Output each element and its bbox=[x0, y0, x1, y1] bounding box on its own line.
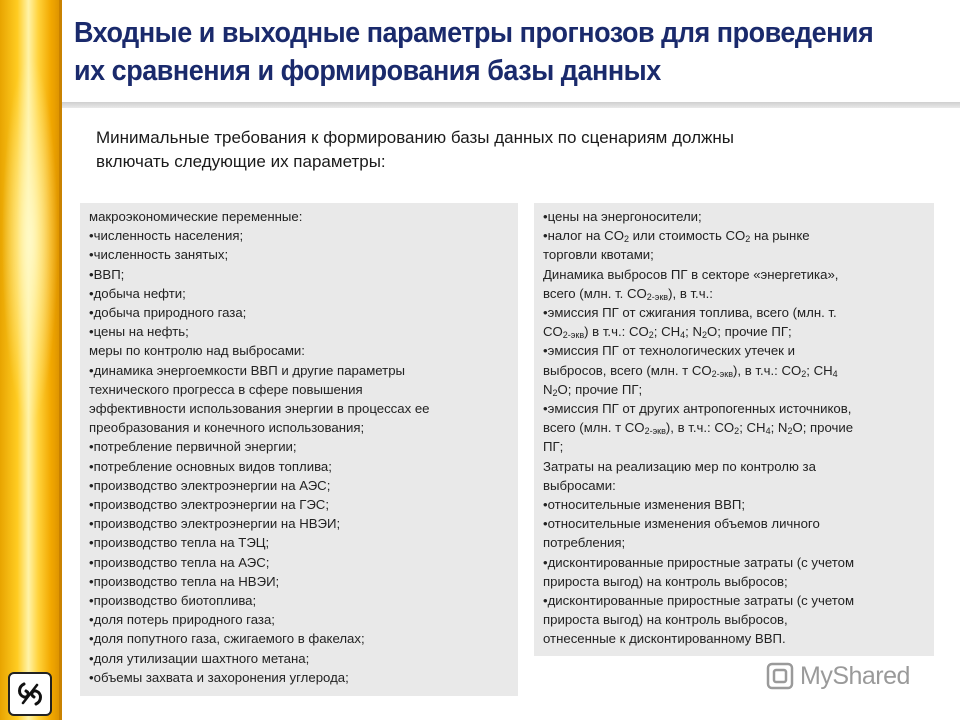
list-item: •эмиссия ПГ от других антропогенных источников, bbox=[543, 401, 852, 417]
list-item: •производство электроэнергии на НВЭИ; bbox=[89, 516, 341, 532]
list-item: •численность занятых; bbox=[89, 247, 229, 263]
list-item: •эмиссия ПГ от сжигания топлива, всего (млн. т. bbox=[543, 305, 837, 321]
list-item: •цены на энергоносители; bbox=[543, 209, 702, 224]
list-item: •производство тепла на ТЭЦ; bbox=[89, 535, 270, 551]
list-item: $CO_{2-экв}$) в т.ч.: $CO_2$; $CH_4$; $N_2O$; прочие ПГ; bbox=[543, 324, 792, 341]
myshared-watermark bbox=[766, 656, 946, 696]
list-item: •объемы захвата и захоронения углерода; bbox=[89, 669, 349, 685]
list-item: •доля попутного газа, сжигаемого в факелах; bbox=[89, 631, 365, 647]
list-item: всего (млн. т. $CO_{2-экв}$), в т.ч.: bbox=[543, 285, 713, 302]
list-item: •ВВП; bbox=[89, 266, 125, 282]
list-item: •потребление основных видов топлива; bbox=[89, 458, 332, 474]
list-item: •производство тепла на АЭС; bbox=[89, 554, 270, 570]
list-item: эффективности использования энергии в процессах ее bbox=[89, 401, 430, 417]
list-item: выбросами: bbox=[543, 477, 616, 493]
list-item: •производство биотоплива; bbox=[89, 593, 257, 609]
list-item: •эмиссия ПГ от технологических утечек и bbox=[543, 343, 795, 359]
list-item: $N_2O$; прочие ПГ; bbox=[543, 381, 643, 398]
logo-icon bbox=[15, 679, 45, 709]
list-item: •динамика энергоемкости ВВП и другие параметры bbox=[89, 362, 406, 378]
list-item: всего (млн. т $CO_{2-экв}$), в т.ч.: $CO_2$; $CH_4$; $N_2O$; прочие bbox=[543, 420, 854, 437]
list-item: •налог на $CO_2$ или стоимость $CO_2$ на рынке bbox=[543, 228, 810, 245]
list-item: •относительные изменения объемов личного bbox=[543, 516, 820, 532]
title-line-2: их сравнения и формирования базы данных bbox=[74, 55, 661, 87]
list-item: потребления; bbox=[543, 535, 626, 551]
list-item: Динамика выбросов ПГ в секторе «энергетика», bbox=[543, 266, 839, 282]
list-item: •численность населения; bbox=[89, 228, 244, 244]
list-item: •относительные изменения ВВП; bbox=[543, 497, 746, 513]
list-item: отнесенные к дисконтированному ВВП. bbox=[543, 631, 786, 647]
list-item: технического прогресса в сфере повышения bbox=[89, 381, 363, 397]
intro-line-2: включать следующие их параметры: bbox=[96, 152, 386, 171]
list-item: выбросов, всего (млн. т $CO_{2-экв}$), в т.ч.: $CO_2$; $CH_4$ bbox=[543, 362, 838, 379]
list-item: •дисконтированные приростные затраты (с учетом bbox=[543, 554, 855, 570]
list-item: торговли квотами; bbox=[543, 247, 654, 263]
right-parameters-panel bbox=[534, 203, 934, 656]
list-item: макроэкономические переменные: bbox=[89, 209, 303, 224]
list-item: •производство электроэнергии на АЭС; bbox=[89, 477, 331, 493]
intro-text bbox=[96, 126, 926, 174]
list-item: меры по контролю над выбросами: bbox=[89, 343, 305, 359]
list-item: •доля утилизации шахтного метана; bbox=[89, 650, 310, 666]
presentation-logo bbox=[8, 672, 52, 716]
list-item: Затраты на реализацию мер по контролю за bbox=[543, 458, 816, 474]
list-item: •добыча нефти; bbox=[89, 285, 186, 301]
list-item: •цены на нефть; bbox=[89, 324, 189, 340]
list-item: преобразования и конечного использования; bbox=[89, 420, 365, 436]
myshared-logo-icon bbox=[766, 662, 794, 690]
left-parameters-panel bbox=[80, 203, 518, 696]
list-item: •добыча природного газа; bbox=[89, 305, 247, 321]
list-item: ПГ; bbox=[543, 439, 564, 455]
list-item: прироста выгод) на контроль выбросов; bbox=[543, 573, 788, 589]
list-item: •дисконтированные приростные затраты (с учетом bbox=[543, 593, 855, 609]
list-item: •производство электроэнергии на ГЭС; bbox=[89, 497, 329, 513]
watermark-text: MyShared bbox=[800, 661, 910, 690]
title-divider bbox=[62, 102, 960, 108]
list-item: •производство тепла на НВЭИ; bbox=[89, 573, 280, 589]
list-item: •потребление первичной энергии; bbox=[89, 439, 297, 455]
slide-title bbox=[74, 14, 883, 90]
list-item: прироста выгод) на контроль выбросов, bbox=[543, 612, 788, 628]
list-item: •доля потерь природного газа; bbox=[89, 612, 275, 628]
title-line-1: Входные и выходные параметры прогнозов для проведения bbox=[74, 17, 874, 49]
intro-line-1: Минимальные требования к формированию базы данных по сценариям должны bbox=[96, 128, 734, 147]
decorative-side-band bbox=[0, 0, 62, 720]
